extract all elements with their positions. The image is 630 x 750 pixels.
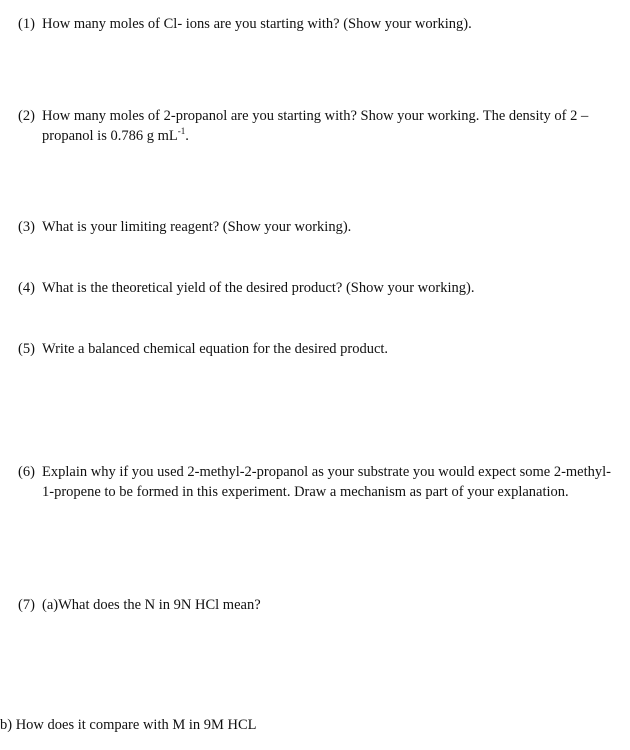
question-number: (7) <box>18 597 35 613</box>
question-text: How many moles of Cl- ions are you starting with? (Show your working). <box>42 16 472 32</box>
question-2 <box>18 106 618 146</box>
question-number: (1) <box>18 16 35 32</box>
question-number: (2) <box>18 108 35 124</box>
question-7b <box>0 715 600 735</box>
question-text: What is your limiting reagent? (Show your working). <box>42 219 352 235</box>
question-number: (3) <box>18 219 35 235</box>
question-text: Explain why if you used 2-methyl-2-propanol as your substrate you would expect some 2-methyl-1-propene to be formed in this experiment. Draw a mechanism as part of your explanation. <box>42 464 612 500</box>
question-3 <box>18 217 618 237</box>
question-6 <box>18 462 616 502</box>
question-number: (6) <box>18 464 35 480</box>
unit-exponent: -1 <box>177 126 186 136</box>
question-text-tail: . <box>185 128 189 144</box>
question-text: Write a balanced chemical equation for the desired product. <box>42 341 389 357</box>
question-7 <box>18 595 618 615</box>
question-1 <box>18 14 618 34</box>
question-text: What is the theoretical yield of the desired product? (Show your working). <box>42 280 475 296</box>
question-text: How many moles of 2-propanol are you starting with? Show your working. The density of 2 –propanol is 0.786 g mL <box>42 108 589 144</box>
question-text-wrap <box>42 106 618 146</box>
question-text: (a)What does the N in 9N HCl mean? <box>42 597 261 613</box>
question-number: (5) <box>18 341 35 357</box>
question-5 <box>18 339 618 359</box>
question-number: (4) <box>18 280 35 296</box>
question-4 <box>18 278 618 298</box>
question-text: b) How does it compare with M in 9M HCL <box>0 717 257 733</box>
